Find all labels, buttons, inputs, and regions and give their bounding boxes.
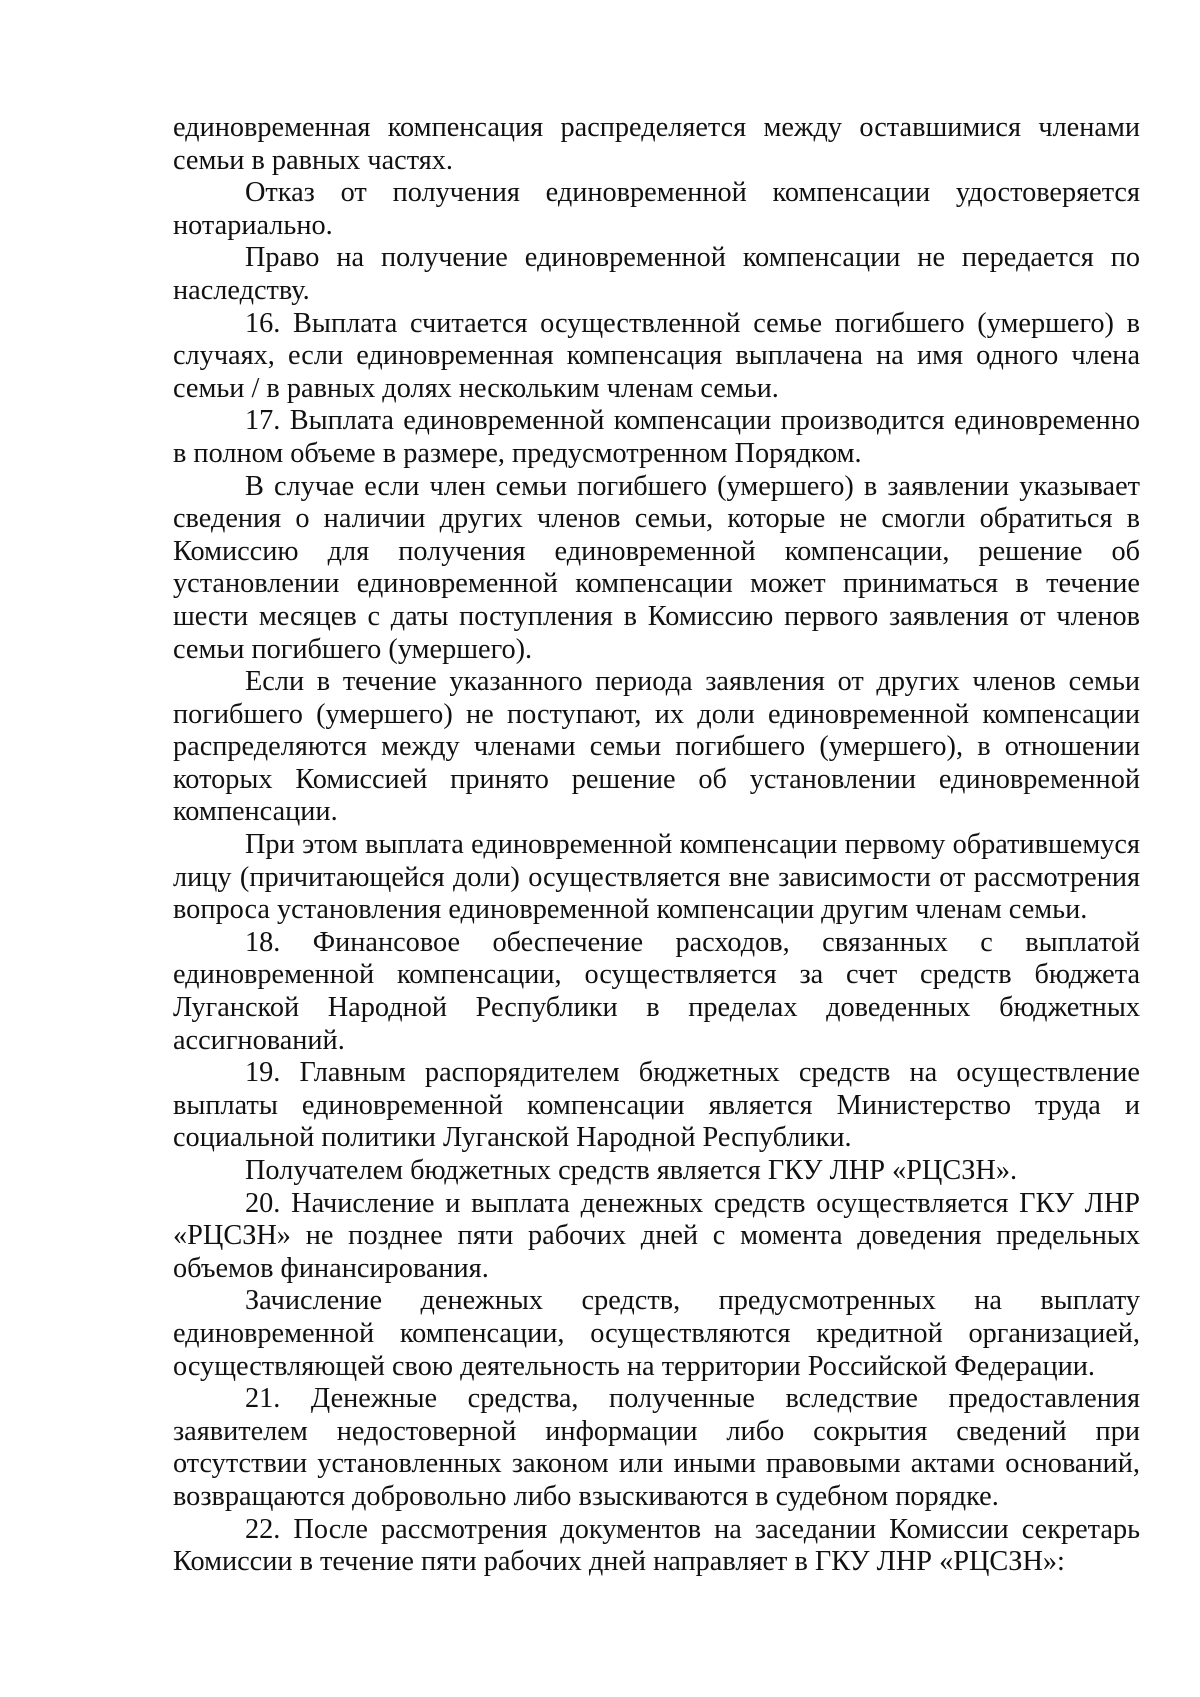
paragraph-item-17: 17. Выплата единовременной компенсации производится единовременно в полном объеме в размере, предусмотренном Порядком. — [173, 405, 1140, 469]
paragraph-item-22: 22. После рассмотрения документов на заседании Комиссии секретарь Комиссии в течение пяти рабочих дней направляет в ГКУ ЛНР «РЦСЗН»: — [173, 1513, 1140, 1578]
paragraph-item-20: 20. Начисление и выплата денежных средств осуществляется ГКУ ЛНР «РЦСЗН» не позднее пяти рабочих дней с момента доведения предельных объемов финансирования. — [173, 1187, 1140, 1284]
paragraph-no-inheritance: Право на получение единовременной компенсации не передается по наследству. — [173, 242, 1140, 306]
paragraph-item-19: 19. Главным распорядителем бюджетных средств на осуществление выплаты единовременной компенсации является Министерство труда и социальной политики Луганской Народной Республики. — [173, 1057, 1140, 1154]
paragraph-refusal-notarial: Отказ от получения единовременной компенсации удостоверяется нотариально. — [173, 177, 1140, 241]
paragraph-budget-recipient: Получателем бюджетных средств является ГКУ ЛНР «РЦСЗН». — [245, 1155, 1018, 1186]
paragraph-item-21: 21. Денежные средства, полученные вследствие предоставления заявителем недостоверной информации либо сокрытия сведений при отсутствии установленных законом или иными правовыми актами оснований, возвращаются добровольно либо взыскиваются в судебном порядке. — [173, 1383, 1140, 1512]
document-body — [173, 112, 1140, 1579]
paragraph-crediting: Зачисление денежных средств, предусмотренных на выплату единовременной компенсации, осуществляются кредитной организацией, осуществляющей свою деятельность на территории Российской Федерации. — [173, 1285, 1140, 1382]
paragraph-first-applicant: При этом выплата единовременной компенсации первому обратившемуся лицу (причитающейся доли) осуществляется вне зависимости от рассмотрения вопроса установления единовременной компенсации другим членам семьи. — [173, 829, 1140, 926]
paragraph-item-18: 18. Финансовое обеспечение расходов, связанных с выплатой единовременной компенсации, осуществляется за счет средств бюджета Луганской Народной Республики в пределах доведенных бюджетных ассигнований. — [173, 926, 1140, 1056]
paragraph-shares-distribution: Если в течение указанного периода заявления от других членов семьи погибшего (умершего) не поступают, их доли единовременной компенсации распределяются между членами семьи погибшего (умершего), в отношении которых Комиссией принято решение об установлении единовременной компенсации. — [173, 666, 1140, 828]
paragraph-other-family-members: В случае если член семьи погибшего (умершего) в заявлении указывает сведения о наличии других членов семьи, которые не смогли обратиться в Комиссию для получения единовременной компенсации, решение об установлении единовременной компенсации может приниматься в течение шести месяцев с даты поступления в Комиссию первого заявления от членов семьи погибшего (умершего). — [173, 470, 1140, 665]
paragraph-item-16: 16. Выплата считается осуществленной семье погибшего (умершего) в случаях, если единовременная компенсация выплачена на имя одного члена семьи / в равных долях нескольким членам семьи. — [173, 307, 1140, 404]
paragraph-continuation: единовременная компенсация распределяется между оставшимися членами семьи в равных частях. — [173, 112, 1140, 176]
